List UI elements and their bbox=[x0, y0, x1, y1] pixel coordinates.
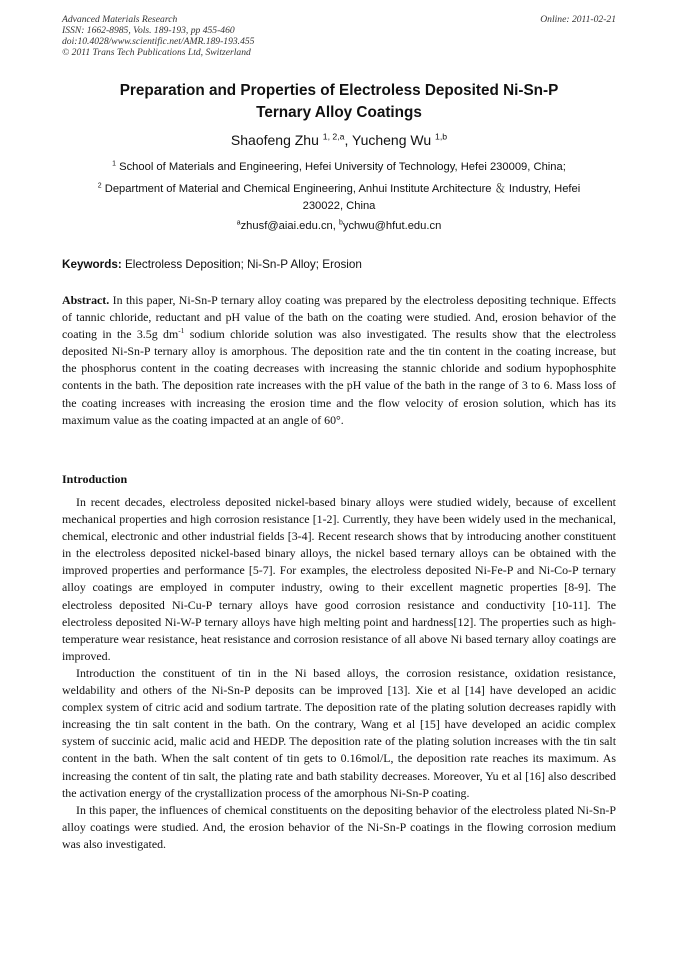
author-list bbox=[62, 131, 616, 149]
affiliation-1-text: School of Materials and Engineering, Hefei University of Technology, Hefei 230009, China; bbox=[119, 161, 566, 173]
affiliation-1 bbox=[62, 159, 616, 176]
email-a-sup: a bbox=[236, 219, 241, 227]
keywords-text: Electroless Deposition; Ni-Sn-P Alloy; Erosion bbox=[125, 258, 362, 271]
intro-paragraph-1: In recent decades, electroless deposited nickel-based binary alloys were studied widely, because of excellent mechanical properties and high corrosion resistance [1-2]. Currently, they have been widely used in the mechanical, chemical, electronic and other industrial fields [3-4]. Recent research shows that by introducing another constituent in the electroless deposited nickel-based binary alloys, the nickel based ternary alloys can be obtained with the improved properties and performance [5-7]. For examples, the electroless deposited Ni-Fe-P and Ni-Co-P ternary alloy coatings are employed in computer industry, owing to their excellent magnetic properties [8-9]. The electroless deposited Ni-Cu-P ternary alloys have good corrosion resistance and conductivity [10-11]. The electroless deposited Ni-W-P ternary alloys have high melting point and hardness[12]. The properties such as high-temperature wear resistance, heat resistance and corrosion resistance of all above Ni based ternary alloy coatings are improved. bbox=[62, 495, 616, 663]
keywords bbox=[62, 257, 616, 273]
intro-paragraph-2: Introduction the constituent of tin in the Ni based alloys, the corrosion resistance, oxidation resistance, weldability and others of the Ni-Sn-P deposits can be improved [13]. Xie et al [14] have developed an acidic complex system of citric acid and sodium tartrate. The deposition rate of the plating solution decreases rapidly with increasing the tin salt content in the bath. On the contrary, Wang et al [15] have developed an acidic complex system of succinic acid, malic acid and HEDP. The deposition rate of the plating solution increases with the tin salt content in the bath. When the salt content of tin gets to 0.16mol/L, the deposition rate reaches its maximum. As increasing the content of tin salt, the plating rate and bath stability decreases. Moreover, Yu et al [16] also described the activation energy of the crystallization process of the amorphous Ni-Sn-P coating. bbox=[62, 665, 616, 800]
paper-title bbox=[62, 80, 616, 124]
affiliation-2-sup: 2 bbox=[97, 182, 102, 190]
author-2-name: Yucheng Wu bbox=[352, 132, 432, 148]
journal-header bbox=[62, 14, 616, 58]
online-date: Online: 2011-02-21 bbox=[540, 14, 616, 25]
author-2-sup: 1,b bbox=[435, 131, 448, 142]
abstract-text-1: In this paper, Ni-Sn-P ternary alloy coating was prepared by the electroless depositing technique. Effects of tannic chloride, reductant and pH value of the bath on the coating were studied. And, erosion behavior of the coating in the 3.5g dm bbox=[62, 293, 616, 342]
abstract-exponent: -1 bbox=[178, 326, 185, 336]
affiliation-2-line-1: Department of Material and Chemical Engineering, Anhui Institute Architecture ＆ Industry, Hefei bbox=[104, 183, 581, 195]
journal-name: Advanced Materials Research bbox=[62, 14, 178, 25]
affiliation-1-sup: 1 bbox=[112, 160, 116, 168]
author-separator: , bbox=[344, 132, 352, 148]
section-heading-introduction: Introduction bbox=[62, 472, 128, 486]
introduction-body bbox=[62, 494, 616, 853]
title-line-2: Ternary Alloy Coatings bbox=[256, 104, 422, 121]
keywords-label: Keywords: bbox=[62, 258, 122, 271]
abstract bbox=[62, 292, 616, 429]
copyright-line: © 2011 Trans Tech Publications Ltd, Switzerland bbox=[62, 47, 251, 58]
intro-paragraph-3: In this paper, the influences of chemical constituents on the depositing behavior of the electroless plated Ni-Sn-P alloy coatings were studied. And, the erosion behavior of the Ni-Sn-P coatings in the flowing corrosion medium was also investigated. bbox=[62, 802, 616, 851]
affiliation-2-line-2: 230022, China bbox=[302, 200, 376, 212]
abstract-label: Abstract. bbox=[62, 293, 110, 307]
email-b: ychwu@hfut.edu.cn bbox=[342, 220, 442, 232]
title-line-1: Preparation and Properties of Electroless Deposited Ni-Sn-P bbox=[119, 82, 559, 99]
issn-line: ISSN: 1662-8985, Vols. 189-193, pp 455-460 bbox=[62, 25, 235, 36]
author-1-sup: 1, 2,a bbox=[322, 131, 345, 142]
doi-line: doi:10.4028/www.scientific.net/AMR.189-193.455 bbox=[62, 36, 255, 47]
email-line bbox=[62, 218, 616, 235]
author-1-name: Shaofeng Zhu bbox=[230, 132, 319, 148]
email-b-sup: b bbox=[339, 219, 343, 227]
abstract-text-2: sodium chloride solution was also investigated. The results show that the electroless deposited Ni-Sn-P ternary alloy is amorphous. The deposition rate and the tin content in the coating increase, but the phosphorus content in the coating decreases with increasing the stannic chloride and sodium hypophosphite contents in the bath. The deposition rate increases with the pH value of the bath in the range of 3 to 6. Mass loss of the coating increases with increasing the erosion time and the flow velocity of erosion solution, which has its maximum value as the coating impacted at an angle of 60°. bbox=[62, 327, 616, 427]
email-a: zhusf@aiai.edu.cn, bbox=[240, 220, 339, 232]
affiliation-2 bbox=[62, 181, 616, 215]
